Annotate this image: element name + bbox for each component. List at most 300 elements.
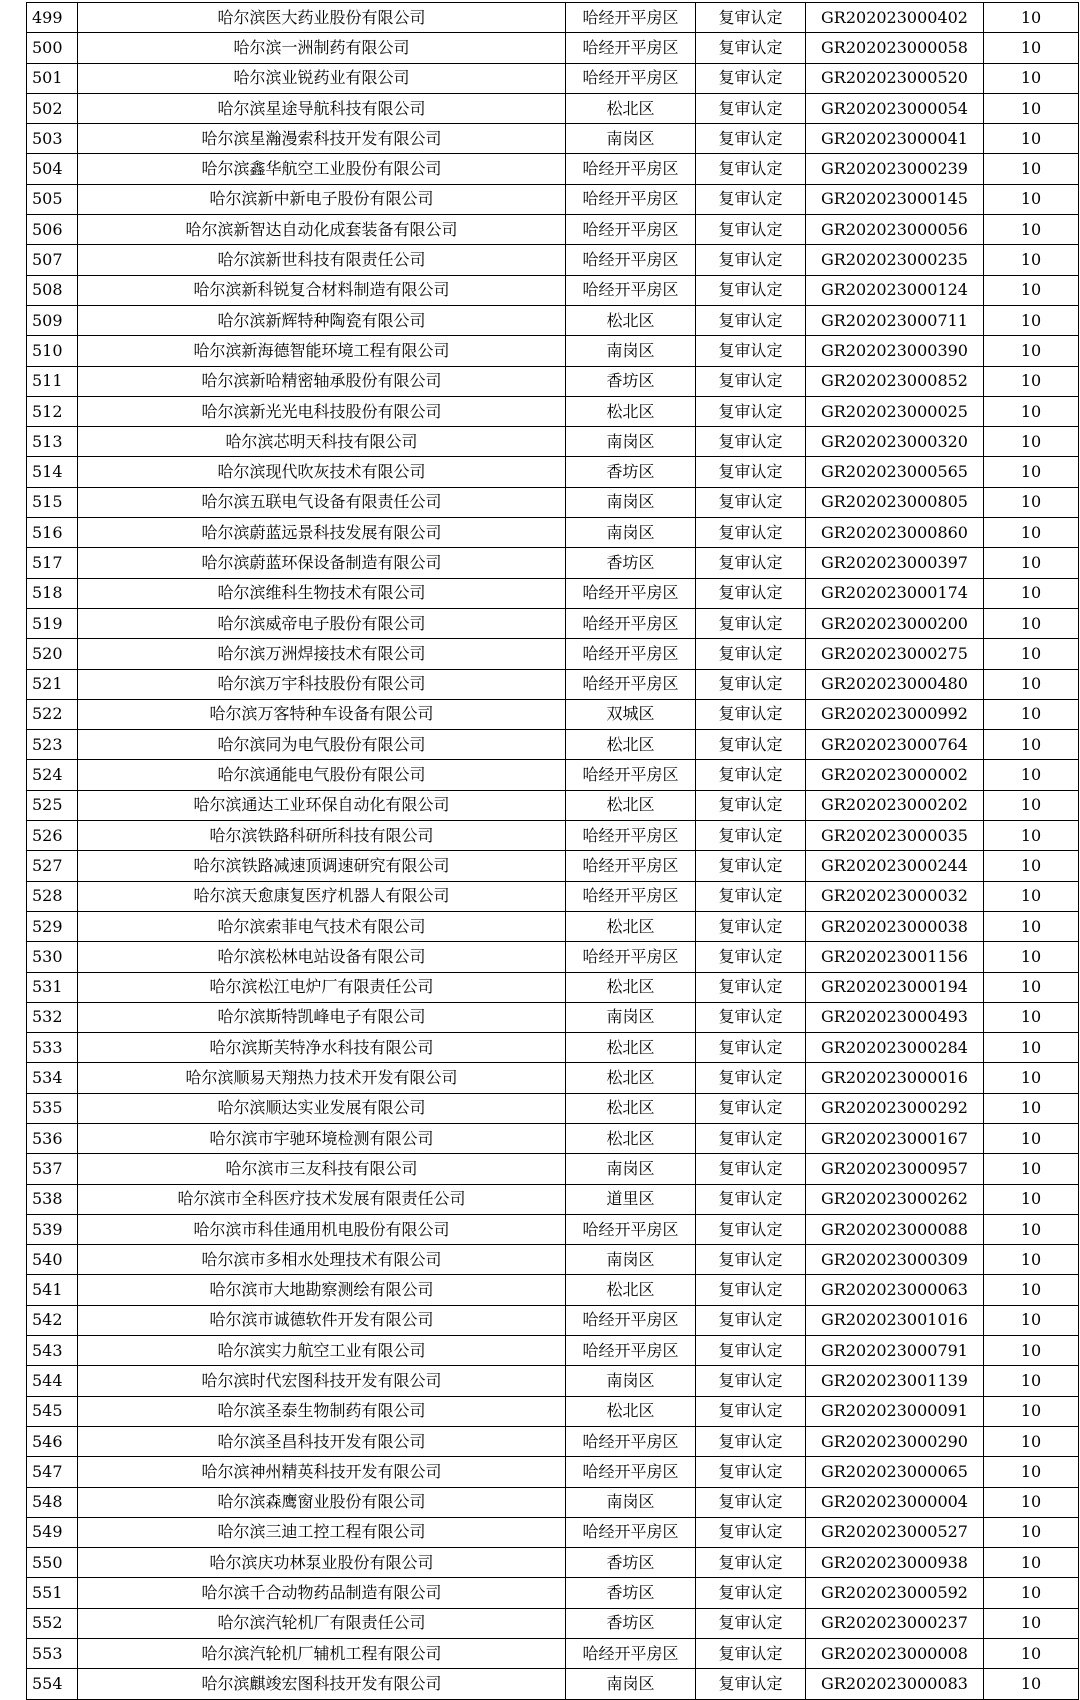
certificate-number-cell: GR202023000764: [806, 730, 984, 760]
row-number-cell: 551: [27, 1578, 78, 1608]
company-name-cell: 哈尔滨新中新电子股份有限公司: [78, 184, 566, 214]
district-cell: 哈经开平房区: [566, 1457, 696, 1487]
district-cell: 哈经开平房区: [566, 275, 696, 305]
count-cell: 10: [984, 1366, 1079, 1396]
district-cell: 南岗区: [566, 1002, 696, 1032]
recognition-type-cell: 复审认定: [696, 518, 806, 548]
certificate-number-cell: GR202023000063: [806, 1275, 984, 1305]
high-tech-enterprise-table: [26, 2, 1079, 1700]
company-name-cell: 哈尔滨三迪工控工程有限公司: [78, 1517, 566, 1547]
company-name-cell: 哈尔滨斯特凯峰电子有限公司: [78, 1002, 566, 1032]
table-row: [27, 336, 1079, 366]
row-number-cell: 532: [27, 1002, 78, 1032]
row-number-cell: 517: [27, 548, 78, 578]
count-cell: 10: [984, 1123, 1079, 1153]
company-name-cell: 哈尔滨星瀚漫索科技开发有限公司: [78, 124, 566, 154]
recognition-type-cell: 复审认定: [696, 366, 806, 396]
company-name-cell: 哈尔滨现代吹灰技术有限公司: [78, 457, 566, 487]
table-row: [27, 760, 1079, 790]
company-name-cell: 哈尔滨时代宏图科技开发有限公司: [78, 1366, 566, 1396]
table-row: [27, 184, 1079, 214]
row-number-cell: 525: [27, 790, 78, 820]
count-cell: 10: [984, 93, 1079, 123]
recognition-type-cell: 复审认定: [696, 881, 806, 911]
certificate-number-cell: GR202023000167: [806, 1123, 984, 1153]
count-cell: 10: [984, 608, 1079, 638]
count-cell: 10: [984, 63, 1079, 93]
table-row: [27, 730, 1079, 760]
table-row: [27, 608, 1079, 638]
certificate-number-cell: GR202023000284: [806, 1033, 984, 1063]
company-name-cell: 哈尔滨万洲焊接技术有限公司: [78, 639, 566, 669]
certificate-number-cell: GR202023000860: [806, 518, 984, 548]
certificate-number-cell: GR202023000938: [806, 1548, 984, 1578]
district-cell: 香坊区: [566, 1548, 696, 1578]
row-number-cell: 509: [27, 305, 78, 335]
row-number-cell: 547: [27, 1457, 78, 1487]
row-number-cell: 507: [27, 245, 78, 275]
table-row: [27, 396, 1079, 426]
recognition-type-cell: 复审认定: [696, 1336, 806, 1366]
company-name-cell: 哈尔滨业锐药业有限公司: [78, 63, 566, 93]
certificate-number-cell: GR202023000237: [806, 1608, 984, 1638]
recognition-type-cell: 复审认定: [696, 1639, 806, 1669]
count-cell: 10: [984, 972, 1079, 1002]
company-name-cell: 哈尔滨市三友科技有限公司: [78, 1154, 566, 1184]
recognition-type-cell: 复审认定: [696, 154, 806, 184]
recognition-type-cell: 复审认定: [696, 1426, 806, 1456]
count-cell: 10: [984, 184, 1079, 214]
recognition-type-cell: 复审认定: [696, 1457, 806, 1487]
row-number-cell: 506: [27, 215, 78, 245]
company-name-cell: 哈尔滨通达工业环保自动化有限公司: [78, 790, 566, 820]
certificate-number-cell: GR202023000056: [806, 215, 984, 245]
row-number-cell: 540: [27, 1245, 78, 1275]
recognition-type-cell: 复审认定: [696, 1214, 806, 1244]
company-name-cell: 哈尔滨星途导航科技有限公司: [78, 93, 566, 123]
row-number-cell: 503: [27, 124, 78, 154]
certificate-number-cell: GR202023000194: [806, 972, 984, 1002]
row-number-cell: 527: [27, 851, 78, 881]
row-number-cell: 550: [27, 1548, 78, 1578]
district-cell: 哈经开平房区: [566, 1214, 696, 1244]
count-cell: 10: [984, 578, 1079, 608]
district-cell: 哈经开平房区: [566, 33, 696, 63]
company-name-cell: 哈尔滨市科佳通用机电股份有限公司: [78, 1214, 566, 1244]
company-name-cell: 哈尔滨索菲电气技术有限公司: [78, 911, 566, 941]
district-cell: 哈经开平房区: [566, 3, 696, 33]
row-number-cell: 511: [27, 366, 78, 396]
company-name-cell: 哈尔滨顺达实业发展有限公司: [78, 1093, 566, 1123]
table-row: [27, 1214, 1079, 1244]
district-cell: 哈经开平房区: [566, 215, 696, 245]
count-cell: 10: [984, 396, 1079, 426]
company-name-cell: 哈尔滨蔚蓝环保设备制造有限公司: [78, 548, 566, 578]
district-cell: 哈经开平房区: [566, 1639, 696, 1669]
company-name-cell: 哈尔滨威帝电子股份有限公司: [78, 608, 566, 638]
row-number-cell: 522: [27, 699, 78, 729]
certificate-number-cell: GR202023000032: [806, 881, 984, 911]
company-name-cell: 哈尔滨通能电气股份有限公司: [78, 760, 566, 790]
row-number-cell: 529: [27, 911, 78, 941]
row-number-cell: 504: [27, 154, 78, 184]
company-name-cell: 哈尔滨麒竣宏图科技开发有限公司: [78, 1669, 566, 1699]
district-cell: 香坊区: [566, 548, 696, 578]
district-cell: 哈经开平房区: [566, 63, 696, 93]
table-row: [27, 881, 1079, 911]
row-number-cell: 520: [27, 639, 78, 669]
recognition-type-cell: 复审认定: [696, 1396, 806, 1426]
count-cell: 10: [984, 1639, 1079, 1669]
table-body: [27, 3, 1079, 1700]
table-row: [27, 1366, 1079, 1396]
count-cell: 10: [984, 1245, 1079, 1275]
district-cell: 哈经开平房区: [566, 639, 696, 669]
table-row: [27, 911, 1079, 941]
company-name-cell: 哈尔滨五联电气设备有限责任公司: [78, 487, 566, 517]
count-cell: 10: [984, 245, 1079, 275]
count-cell: 10: [984, 124, 1079, 154]
count-cell: 10: [984, 275, 1079, 305]
recognition-type-cell: 复审认定: [696, 3, 806, 33]
table-row: [27, 1154, 1079, 1184]
row-number-cell: 508: [27, 275, 78, 305]
recognition-type-cell: 复审认定: [696, 396, 806, 426]
certificate-number-cell: GR202023000174: [806, 578, 984, 608]
row-number-cell: 513: [27, 427, 78, 457]
count-cell: 10: [984, 1517, 1079, 1547]
table-row: [27, 851, 1079, 881]
district-cell: 哈经开平房区: [566, 1336, 696, 1366]
recognition-type-cell: 复审认定: [696, 1548, 806, 1578]
district-cell: 哈经开平房区: [566, 1426, 696, 1456]
table-row: [27, 124, 1079, 154]
count-cell: 10: [984, 1669, 1079, 1699]
recognition-type-cell: 复审认定: [696, 1063, 806, 1093]
row-number-cell: 526: [27, 821, 78, 851]
table-row: [27, 154, 1079, 184]
count-cell: 10: [984, 336, 1079, 366]
certificate-number-cell: GR202023000054: [806, 93, 984, 123]
table-row: [27, 1336, 1079, 1366]
count-cell: 10: [984, 305, 1079, 335]
count-cell: 10: [984, 1063, 1079, 1093]
count-cell: 10: [984, 1002, 1079, 1032]
district-cell: 哈经开平房区: [566, 578, 696, 608]
district-cell: 哈经开平房区: [566, 760, 696, 790]
row-number-cell: 542: [27, 1305, 78, 1335]
recognition-type-cell: 复审认定: [696, 1578, 806, 1608]
company-name-cell: 哈尔滨新智达自动化成套装备有限公司: [78, 215, 566, 245]
table-row: [27, 1093, 1079, 1123]
recognition-type-cell: 复审认定: [696, 275, 806, 305]
table-row: [27, 1123, 1079, 1153]
count-cell: 10: [984, 790, 1079, 820]
row-number-cell: 510: [27, 336, 78, 366]
district-cell: 道里区: [566, 1184, 696, 1214]
certificate-number-cell: GR202023000493: [806, 1002, 984, 1032]
certificate-number-cell: GR202023000565: [806, 457, 984, 487]
certificate-number-cell: GR202023000320: [806, 427, 984, 457]
recognition-type-cell: 复审认定: [696, 305, 806, 335]
company-name-cell: 哈尔滨市全科医疗技术发展有限责任公司: [78, 1184, 566, 1214]
count-cell: 10: [984, 669, 1079, 699]
count-cell: 10: [984, 1305, 1079, 1335]
district-cell: 香坊区: [566, 366, 696, 396]
table-row: [27, 639, 1079, 669]
recognition-type-cell: 复审认定: [696, 760, 806, 790]
company-list-sheet: [26, 2, 1078, 1700]
row-number-cell: 501: [27, 63, 78, 93]
certificate-number-cell: GR202023000124: [806, 275, 984, 305]
table-row: [27, 1396, 1079, 1426]
count-cell: 10: [984, 548, 1079, 578]
count-cell: 10: [984, 1214, 1079, 1244]
district-cell: 哈经开平房区: [566, 851, 696, 881]
district-cell: 哈经开平房区: [566, 184, 696, 214]
certificate-number-cell: GR202023000292: [806, 1093, 984, 1123]
recognition-type-cell: 复审认定: [696, 245, 806, 275]
count-cell: 10: [984, 851, 1079, 881]
certificate-number-cell: GR202023000397: [806, 548, 984, 578]
company-name-cell: 哈尔滨铁路减速顶调速研究有限公司: [78, 851, 566, 881]
certificate-number-cell: GR202023000290: [806, 1426, 984, 1456]
table-row: [27, 1457, 1079, 1487]
certificate-number-cell: GR202023000239: [806, 154, 984, 184]
count-cell: 10: [984, 366, 1079, 396]
recognition-type-cell: 复审认定: [696, 821, 806, 851]
district-cell: 松北区: [566, 1396, 696, 1426]
certificate-number-cell: GR202023000088: [806, 1214, 984, 1244]
recognition-type-cell: 复审认定: [696, 1184, 806, 1214]
row-number-cell: 499: [27, 3, 78, 33]
row-number-cell: 533: [27, 1033, 78, 1063]
row-number-cell: 500: [27, 33, 78, 63]
table-row: [27, 1487, 1079, 1517]
certificate-number-cell: GR202023000200: [806, 608, 984, 638]
district-cell: 香坊区: [566, 1578, 696, 1608]
recognition-type-cell: 复审认定: [696, 730, 806, 760]
district-cell: 南岗区: [566, 1366, 696, 1396]
recognition-type-cell: 复审认定: [696, 215, 806, 245]
table-row: [27, 63, 1079, 93]
district-cell: 南岗区: [566, 336, 696, 366]
row-number-cell: 519: [27, 608, 78, 638]
district-cell: 松北区: [566, 1093, 696, 1123]
company-name-cell: 哈尔滨新科锐复合材料制造有限公司: [78, 275, 566, 305]
company-name-cell: 哈尔滨森鹰窗业股份有限公司: [78, 1487, 566, 1517]
certificate-number-cell: GR202023000145: [806, 184, 984, 214]
recognition-type-cell: 复审认定: [696, 1275, 806, 1305]
recognition-type-cell: 复审认定: [696, 336, 806, 366]
recognition-type-cell: 复审认定: [696, 699, 806, 729]
row-number-cell: 545: [27, 1396, 78, 1426]
recognition-type-cell: 复审认定: [696, 1487, 806, 1517]
company-name-cell: 哈尔滨顺易天翔热力技术开发有限公司: [78, 1063, 566, 1093]
recognition-type-cell: 复审认定: [696, 1245, 806, 1275]
table-row: [27, 942, 1079, 972]
table-row: [27, 1245, 1079, 1275]
district-cell: 南岗区: [566, 1154, 696, 1184]
count-cell: 10: [984, 1426, 1079, 1456]
row-number-cell: 531: [27, 972, 78, 1002]
row-number-cell: 537: [27, 1154, 78, 1184]
district-cell: 松北区: [566, 1275, 696, 1305]
count-cell: 10: [984, 154, 1079, 184]
company-name-cell: 哈尔滨千合动物药品制造有限公司: [78, 1578, 566, 1608]
district-cell: 松北区: [566, 1063, 696, 1093]
certificate-number-cell: GR202023000805: [806, 487, 984, 517]
certificate-number-cell: GR202023000992: [806, 699, 984, 729]
company-name-cell: 哈尔滨神州精英科技开发有限公司: [78, 1457, 566, 1487]
table-row: [27, 972, 1079, 1002]
row-number-cell: 514: [27, 457, 78, 487]
certificate-number-cell: GR202023000235: [806, 245, 984, 275]
certificate-number-cell: GR202023000711: [806, 305, 984, 335]
table-row: [27, 457, 1079, 487]
certificate-number-cell: GR202023001156: [806, 942, 984, 972]
certificate-number-cell: GR202023000262: [806, 1184, 984, 1214]
company-name-cell: 哈尔滨一洲制药有限公司: [78, 33, 566, 63]
recognition-type-cell: 复审认定: [696, 911, 806, 941]
recognition-type-cell: 复审认定: [696, 63, 806, 93]
count-cell: 10: [984, 699, 1079, 729]
recognition-type-cell: 复审认定: [696, 487, 806, 517]
district-cell: 松北区: [566, 305, 696, 335]
table-row: [27, 1639, 1079, 1669]
count-cell: 10: [984, 487, 1079, 517]
company-name-cell: 哈尔滨圣昌科技开发有限公司: [78, 1426, 566, 1456]
table-row: [27, 305, 1079, 335]
count-cell: 10: [984, 518, 1079, 548]
table-row: [27, 1426, 1079, 1456]
district-cell: 松北区: [566, 790, 696, 820]
certificate-number-cell: GR202023000527: [806, 1517, 984, 1547]
district-cell: 哈经开平房区: [566, 154, 696, 184]
certificate-number-cell: GR202023000038: [806, 911, 984, 941]
company-name-cell: 哈尔滨新世科技有限责任公司: [78, 245, 566, 275]
count-cell: 10: [984, 730, 1079, 760]
row-number-cell: 544: [27, 1366, 78, 1396]
company-name-cell: 哈尔滨市大地勘察测绘有限公司: [78, 1275, 566, 1305]
recognition-type-cell: 复审认定: [696, 1517, 806, 1547]
certificate-number-cell: GR202023000520: [806, 63, 984, 93]
recognition-type-cell: 复审认定: [696, 1033, 806, 1063]
row-number-cell: 523: [27, 730, 78, 760]
row-number-cell: 541: [27, 1275, 78, 1305]
table-row: [27, 1275, 1079, 1305]
recognition-type-cell: 复审认定: [696, 124, 806, 154]
recognition-type-cell: 复审认定: [696, 578, 806, 608]
company-name-cell: 哈尔滨圣泰生物制药有限公司: [78, 1396, 566, 1426]
recognition-type-cell: 复审认定: [696, 184, 806, 214]
recognition-type-cell: 复审认定: [696, 1608, 806, 1638]
count-cell: 10: [984, 215, 1079, 245]
row-number-cell: 535: [27, 1093, 78, 1123]
district-cell: 南岗区: [566, 1245, 696, 1275]
table-row: [27, 1548, 1079, 1578]
certificate-number-cell: GR202023000035: [806, 821, 984, 851]
certificate-number-cell: GR202023000309: [806, 1245, 984, 1275]
company-name-cell: 哈尔滨维科生物技术有限公司: [78, 578, 566, 608]
company-name-cell: 哈尔滨新哈精密轴承股份有限公司: [78, 366, 566, 396]
row-number-cell: 524: [27, 760, 78, 790]
table-row: [27, 1517, 1079, 1547]
table-row: [27, 1608, 1079, 1638]
company-name-cell: 哈尔滨铁路科研所科技有限公司: [78, 821, 566, 851]
table-row: [27, 3, 1079, 33]
district-cell: 南岗区: [566, 487, 696, 517]
district-cell: 松北区: [566, 730, 696, 760]
district-cell: 哈经开平房区: [566, 608, 696, 638]
company-name-cell: 哈尔滨汽轮机厂辅机工程有限公司: [78, 1639, 566, 1669]
table-row: [27, 1578, 1079, 1608]
row-number-cell: 528: [27, 881, 78, 911]
company-name-cell: 哈尔滨市宇驰环境检测有限公司: [78, 1123, 566, 1153]
district-cell: 南岗区: [566, 124, 696, 154]
recognition-type-cell: 复审认定: [696, 790, 806, 820]
company-name-cell: 哈尔滨松林电站设备有限公司: [78, 942, 566, 972]
table-row: [27, 669, 1079, 699]
certificate-number-cell: GR202023000083: [806, 1669, 984, 1699]
count-cell: 10: [984, 1336, 1079, 1366]
district-cell: 南岗区: [566, 1487, 696, 1517]
district-cell: 哈经开平房区: [566, 821, 696, 851]
table-row: [27, 93, 1079, 123]
district-cell: 松北区: [566, 1123, 696, 1153]
district-cell: 香坊区: [566, 1608, 696, 1638]
recognition-type-cell: 复审认定: [696, 972, 806, 1002]
certificate-number-cell: GR202023000041: [806, 124, 984, 154]
recognition-type-cell: 复审认定: [696, 1093, 806, 1123]
certificate-number-cell: GR202023001139: [806, 1366, 984, 1396]
certificate-number-cell: GR202023000091: [806, 1396, 984, 1426]
table-row: [27, 1033, 1079, 1063]
company-name-cell: 哈尔滨新海德智能环境工程有限公司: [78, 336, 566, 366]
company-name-cell: 哈尔滨医大药业股份有限公司: [78, 3, 566, 33]
count-cell: 10: [984, 942, 1079, 972]
count-cell: 10: [984, 911, 1079, 941]
company-name-cell: 哈尔滨松江电炉厂有限责任公司: [78, 972, 566, 1002]
company-name-cell: 哈尔滨同为电气股份有限公司: [78, 730, 566, 760]
company-name-cell: 哈尔滨市诚德软件开发有限公司: [78, 1305, 566, 1335]
district-cell: 哈经开平房区: [566, 881, 696, 911]
district-cell: 哈经开平房区: [566, 1517, 696, 1547]
row-number-cell: 554: [27, 1669, 78, 1699]
table-row: [27, 821, 1079, 851]
count-cell: 10: [984, 427, 1079, 457]
district-cell: 哈经开平房区: [566, 1305, 696, 1335]
certificate-number-cell: GR202023000025: [806, 396, 984, 426]
recognition-type-cell: 复审认定: [696, 427, 806, 457]
count-cell: 10: [984, 1608, 1079, 1638]
recognition-type-cell: 复审认定: [696, 639, 806, 669]
row-number-cell: 512: [27, 396, 78, 426]
table-row: [27, 1063, 1079, 1093]
recognition-type-cell: 复审认定: [696, 1669, 806, 1699]
table-row: [27, 1669, 1079, 1699]
table-row: [27, 487, 1079, 517]
district-cell: 香坊区: [566, 457, 696, 487]
company-name-cell: 哈尔滨万客特种车设备有限公司: [78, 699, 566, 729]
company-name-cell: 哈尔滨实力航空工业有限公司: [78, 1336, 566, 1366]
count-cell: 10: [984, 821, 1079, 851]
count-cell: 10: [984, 1487, 1079, 1517]
count-cell: 10: [984, 1184, 1079, 1214]
company-name-cell: 哈尔滨天愈康复医疗机器人有限公司: [78, 881, 566, 911]
certificate-number-cell: GR202023001016: [806, 1305, 984, 1335]
certificate-number-cell: GR202023000065: [806, 1457, 984, 1487]
